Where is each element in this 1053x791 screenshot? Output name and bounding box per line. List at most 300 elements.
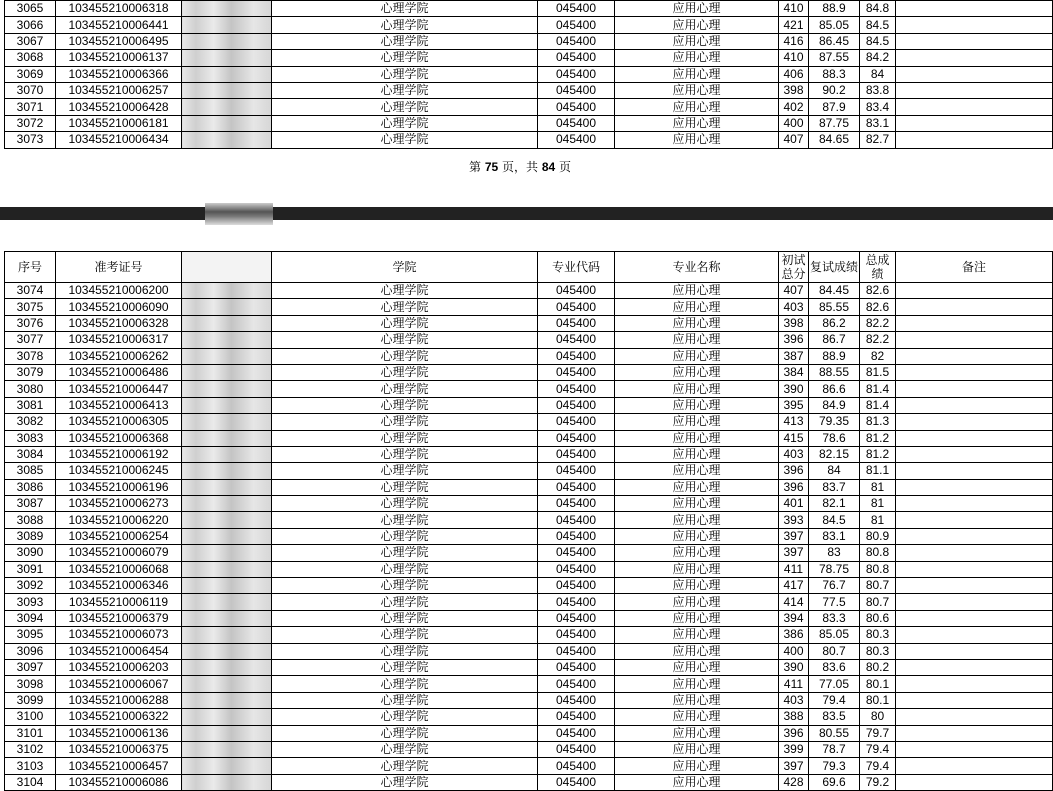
cell-college: 心理学院	[272, 561, 538, 577]
cell-name-redacted	[182, 348, 272, 364]
cell-seq: 3088	[5, 512, 56, 528]
table-row	[5, 82, 1053, 98]
cell-seq: 3075	[5, 299, 56, 315]
cell-retest-score: 83.6	[809, 659, 860, 675]
table-row	[5, 610, 1053, 626]
cell-name-redacted	[182, 512, 272, 528]
cell-college: 心理学院	[272, 348, 538, 364]
cell-major-name: 应用心理	[615, 17, 779, 33]
cell-major-name: 应用心理	[615, 381, 779, 397]
cell-major-name: 应用心理	[615, 99, 779, 115]
cell-exam-id: 103455210006067	[56, 676, 182, 692]
cell-prelim-score: 397	[779, 545, 809, 561]
cell-total-score: 81.2	[860, 430, 896, 446]
cell-major-name: 应用心理	[615, 758, 779, 774]
cell-name-redacted	[182, 430, 272, 446]
cell-college: 心理学院	[272, 627, 538, 643]
cell-retest-score: 84.65	[809, 132, 860, 148]
cell-name-redacted	[182, 283, 272, 299]
cell-remarks	[896, 17, 1053, 33]
cell-major-code: 045400	[538, 364, 615, 380]
cell-exam-id: 103455210006434	[56, 132, 182, 148]
cell-prelim-score: 399	[779, 741, 809, 757]
cell-exam-id: 103455210006346	[56, 578, 182, 594]
cell-seq: 3089	[5, 528, 56, 544]
cell-college: 心理学院	[272, 82, 538, 98]
table-row	[5, 594, 1053, 610]
cell-remarks	[896, 578, 1053, 594]
cell-exam-id: 103455210006413	[56, 397, 182, 413]
table-row	[5, 545, 1053, 561]
cell-retest-score: 84.5	[809, 512, 860, 528]
cell-major-name: 应用心理	[615, 496, 779, 512]
cell-college: 心理学院	[272, 594, 538, 610]
table-row	[5, 446, 1053, 462]
cell-major-name: 应用心理	[615, 659, 779, 675]
cell-major-code: 045400	[538, 725, 615, 741]
cell-prelim-score: 401	[779, 496, 809, 512]
cell-prelim-score: 415	[779, 430, 809, 446]
cell-name-redacted	[182, 381, 272, 397]
cell-total-score: 81.4	[860, 397, 896, 413]
header-retest-score: 复试成绩	[809, 252, 860, 283]
cell-prelim-score: 396	[779, 479, 809, 495]
cell-total-score: 79.2	[860, 774, 896, 790]
cell-major-name: 应用心理	[615, 643, 779, 659]
header-seq: 序号	[5, 252, 56, 283]
table-row	[5, 17, 1053, 33]
cell-prelim-score: 398	[779, 82, 809, 98]
cell-total-score: 83.4	[860, 99, 896, 115]
cell-prelim-score: 421	[779, 17, 809, 33]
table-row	[5, 299, 1053, 315]
cell-major-name: 应用心理	[615, 414, 779, 430]
cell-exam-id: 103455210006086	[56, 774, 182, 790]
cell-major-name: 应用心理	[615, 1, 779, 17]
cell-remarks	[896, 115, 1053, 131]
cell-major-name: 应用心理	[615, 725, 779, 741]
cell-retest-score: 78.7	[809, 741, 860, 757]
cell-major-code: 045400	[538, 610, 615, 626]
cell-total-score: 81.3	[860, 414, 896, 430]
cell-exam-id: 103455210006245	[56, 463, 182, 479]
cell-retest-score: 86.45	[809, 33, 860, 49]
table-row	[5, 709, 1053, 725]
cell-total-score: 84.2	[860, 50, 896, 66]
cell-seq: 3081	[5, 397, 56, 413]
cell-seq: 3067	[5, 33, 56, 49]
cell-college: 心理学院	[272, 610, 538, 626]
cell-prelim-score: 406	[779, 66, 809, 82]
table-row	[5, 692, 1053, 708]
cell-seq: 3098	[5, 676, 56, 692]
header-prelim-score: 初试总分	[779, 252, 809, 283]
cell-seq: 3074	[5, 283, 56, 299]
cell-seq: 3084	[5, 446, 56, 462]
cell-major-name: 应用心理	[615, 561, 779, 577]
cell-remarks	[896, 397, 1053, 413]
cell-total-score: 82.6	[860, 283, 896, 299]
cell-name-redacted	[182, 17, 272, 33]
cell-name-redacted	[182, 33, 272, 49]
cell-major-code: 045400	[538, 332, 615, 348]
cell-college: 心理学院	[272, 643, 538, 659]
cell-exam-id: 103455210006090	[56, 299, 182, 315]
cell-major-name: 应用心理	[615, 332, 779, 348]
cell-retest-score: 84.9	[809, 397, 860, 413]
cell-seq: 3091	[5, 561, 56, 577]
table-row	[5, 479, 1053, 495]
cell-total-score: 80.2	[860, 659, 896, 675]
cell-retest-score: 83	[809, 545, 860, 561]
table-row	[5, 332, 1053, 348]
cell-exam-id: 103455210006486	[56, 364, 182, 380]
cell-remarks	[896, 709, 1053, 725]
cell-major-name: 应用心理	[615, 66, 779, 82]
cell-seq: 3068	[5, 50, 56, 66]
table-row	[5, 33, 1053, 49]
cell-prelim-score: 397	[779, 758, 809, 774]
cell-seq: 3071	[5, 99, 56, 115]
cell-college: 心理学院	[272, 446, 538, 462]
cell-prelim-score: 384	[779, 364, 809, 380]
cell-total-score: 80.3	[860, 627, 896, 643]
cell-remarks	[896, 496, 1053, 512]
cell-seq: 3077	[5, 332, 56, 348]
cell-seq: 3093	[5, 594, 56, 610]
cell-major-code: 045400	[538, 299, 615, 315]
cell-name-redacted	[182, 82, 272, 98]
cell-prelim-score: 397	[779, 528, 809, 544]
cell-exam-id: 103455210006192	[56, 446, 182, 462]
cell-prelim-score: 402	[779, 99, 809, 115]
cell-total-score: 84.8	[860, 1, 896, 17]
cell-exam-id: 103455210006073	[56, 627, 182, 643]
cell-college: 心理学院	[272, 50, 538, 66]
cell-college: 心理学院	[272, 381, 538, 397]
cell-major-name: 应用心理	[615, 446, 779, 462]
cell-retest-score: 87.55	[809, 50, 860, 66]
cell-total-score: 80.8	[860, 545, 896, 561]
cell-major-code: 045400	[538, 692, 615, 708]
cell-name-redacted	[182, 115, 272, 131]
cell-exam-id: 103455210006317	[56, 332, 182, 348]
table-row	[5, 99, 1053, 115]
cell-exam-id: 103455210006203	[56, 659, 182, 675]
cell-college: 心理学院	[272, 332, 538, 348]
cell-seq: 3066	[5, 17, 56, 33]
cell-total-score: 81.2	[860, 446, 896, 462]
cell-college: 心理学院	[272, 283, 538, 299]
table-row	[5, 496, 1053, 512]
cell-retest-score: 78.75	[809, 561, 860, 577]
cell-remarks	[896, 33, 1053, 49]
cell-exam-id: 103455210006328	[56, 315, 182, 331]
cell-major-code: 045400	[538, 578, 615, 594]
cell-prelim-score: 416	[779, 33, 809, 49]
cell-seq: 3072	[5, 115, 56, 131]
cell-remarks	[896, 1, 1053, 17]
cell-major-name: 应用心理	[615, 115, 779, 131]
cell-remarks	[896, 528, 1053, 544]
cell-seq: 3080	[5, 381, 56, 397]
cell-exam-id: 103455210006305	[56, 414, 182, 430]
table-row	[5, 315, 1053, 331]
cell-college: 心理学院	[272, 758, 538, 774]
cell-seq: 3070	[5, 82, 56, 98]
cell-remarks	[896, 332, 1053, 348]
cell-total-score: 80.6	[860, 610, 896, 626]
cell-major-name: 应用心理	[615, 692, 779, 708]
cell-retest-score: 84.45	[809, 283, 860, 299]
cell-seq: 3086	[5, 479, 56, 495]
cell-name-redacted	[182, 725, 272, 741]
cell-college: 心理学院	[272, 99, 538, 115]
cell-major-code: 045400	[538, 561, 615, 577]
cell-seq: 3095	[5, 627, 56, 643]
cell-college: 心理学院	[272, 545, 538, 561]
table-row	[5, 578, 1053, 594]
cell-name-redacted	[182, 99, 272, 115]
cell-retest-score: 84	[809, 463, 860, 479]
cell-retest-score: 78.6	[809, 430, 860, 446]
cell-name-redacted	[182, 578, 272, 594]
cell-remarks	[896, 99, 1053, 115]
cell-major-name: 应用心理	[615, 364, 779, 380]
cell-exam-id: 103455210006454	[56, 643, 182, 659]
cell-total-score: 79.4	[860, 741, 896, 757]
cell-college: 心理学院	[272, 709, 538, 725]
cell-exam-id: 103455210006262	[56, 348, 182, 364]
cell-remarks	[896, 50, 1053, 66]
cell-prelim-score: 396	[779, 725, 809, 741]
table-row	[5, 364, 1053, 380]
cell-total-score: 79.7	[860, 725, 896, 741]
cell-total-score: 81.4	[860, 381, 896, 397]
cell-total-score: 80.1	[860, 692, 896, 708]
cell-retest-score: 79.3	[809, 758, 860, 774]
cell-college: 心理学院	[272, 676, 538, 692]
cell-prelim-score: 428	[779, 774, 809, 790]
cell-exam-id: 103455210006257	[56, 82, 182, 98]
cell-prelim-score: 417	[779, 578, 809, 594]
cell-exam-id: 103455210006447	[56, 381, 182, 397]
cell-total-score: 80.1	[860, 676, 896, 692]
cell-remarks	[896, 627, 1053, 643]
cell-major-code: 045400	[538, 627, 615, 643]
table-row	[5, 643, 1053, 659]
cell-major-code: 045400	[538, 463, 615, 479]
cell-major-name: 应用心理	[615, 430, 779, 446]
header-major-name: 专业名称	[615, 252, 779, 283]
cell-major-name: 应用心理	[615, 50, 779, 66]
cell-name-redacted	[182, 774, 272, 790]
cell-seq: 3076	[5, 315, 56, 331]
cell-total-score: 84	[860, 66, 896, 82]
cell-remarks	[896, 348, 1053, 364]
header-major-code: 专业代码	[538, 252, 615, 283]
cell-major-name: 应用心理	[615, 283, 779, 299]
cell-college: 心理学院	[272, 496, 538, 512]
cell-total-score: 81	[860, 512, 896, 528]
cell-name-redacted	[182, 627, 272, 643]
cell-exam-id: 103455210006181	[56, 115, 182, 131]
cell-college: 心理学院	[272, 741, 538, 757]
cell-major-name: 应用心理	[615, 528, 779, 544]
cell-major-name: 应用心理	[615, 132, 779, 148]
cell-college: 心理学院	[272, 1, 538, 17]
cell-name-redacted	[182, 364, 272, 380]
cell-major-name: 应用心理	[615, 709, 779, 725]
cell-prelim-score: 403	[779, 299, 809, 315]
cell-name-redacted	[182, 397, 272, 413]
cell-prelim-score: 403	[779, 446, 809, 462]
cell-seq: 3101	[5, 725, 56, 741]
cell-total-score: 80.7	[860, 578, 896, 594]
cell-exam-id: 103455210006368	[56, 430, 182, 446]
table-row	[5, 512, 1053, 528]
cell-prelim-score: 400	[779, 643, 809, 659]
table-row	[5, 50, 1053, 66]
cell-seq: 3100	[5, 709, 56, 725]
cell-retest-score: 77.05	[809, 676, 860, 692]
cell-retest-score: 86.6	[809, 381, 860, 397]
cell-total-score: 80	[860, 709, 896, 725]
cell-college: 心理学院	[272, 33, 538, 49]
cell-exam-id: 103455210006068	[56, 561, 182, 577]
cell-name-redacted	[182, 692, 272, 708]
cell-retest-score: 86.2	[809, 315, 860, 331]
cell-name-redacted	[182, 758, 272, 774]
cell-total-score: 82.2	[860, 315, 896, 331]
table-row	[5, 115, 1053, 131]
cell-retest-score: 85.55	[809, 299, 860, 315]
score-table-page-76	[4, 251, 1053, 791]
cell-retest-score: 77.5	[809, 594, 860, 610]
cell-major-name: 应用心理	[615, 545, 779, 561]
cell-retest-score: 90.2	[809, 82, 860, 98]
table-row	[5, 1, 1053, 17]
cell-major-code: 045400	[538, 315, 615, 331]
cell-college: 心理学院	[272, 528, 538, 544]
cell-retest-score: 83.1	[809, 528, 860, 544]
table-row	[5, 758, 1053, 774]
cell-total-score: 82	[860, 348, 896, 364]
cell-retest-score: 83.3	[809, 610, 860, 626]
cell-major-code: 045400	[538, 741, 615, 757]
cell-retest-score: 82.15	[809, 446, 860, 462]
cell-total-score: 84.5	[860, 17, 896, 33]
cell-major-code: 045400	[538, 758, 615, 774]
cell-total-score: 82.7	[860, 132, 896, 148]
cell-total-score: 80.7	[860, 594, 896, 610]
cell-remarks	[896, 463, 1053, 479]
cell-major-code: 045400	[538, 33, 615, 49]
cell-college: 心理学院	[272, 512, 538, 528]
cell-retest-score: 88.55	[809, 364, 860, 380]
cell-major-name: 应用心理	[615, 741, 779, 757]
table-row	[5, 283, 1053, 299]
cell-seq: 3102	[5, 741, 56, 757]
cell-retest-score: 79.35	[809, 414, 860, 430]
cell-total-score: 81	[860, 479, 896, 495]
cell-total-score: 82.2	[860, 332, 896, 348]
cell-exam-id: 103455210006318	[56, 1, 182, 17]
cell-remarks	[896, 381, 1053, 397]
cell-major-code: 045400	[538, 414, 615, 430]
table-row	[5, 463, 1053, 479]
cell-college: 心理学院	[272, 725, 538, 741]
cell-remarks	[896, 66, 1053, 82]
table-row	[5, 627, 1053, 643]
table-row	[5, 348, 1053, 364]
cell-retest-score: 85.05	[809, 17, 860, 33]
cell-prelim-score: 390	[779, 381, 809, 397]
cell-prelim-score: 393	[779, 512, 809, 528]
cell-name-redacted	[182, 66, 272, 82]
cell-major-code: 045400	[538, 82, 615, 98]
cell-total-score: 79.4	[860, 758, 896, 774]
cell-major-code: 045400	[538, 397, 615, 413]
header-exam-id: 准考证号	[56, 252, 182, 283]
cell-remarks	[896, 659, 1053, 675]
cell-college: 心理学院	[272, 397, 538, 413]
cell-seq: 3083	[5, 430, 56, 446]
cell-remarks	[896, 594, 1053, 610]
cell-major-code: 045400	[538, 348, 615, 364]
cell-prelim-score: 395	[779, 397, 809, 413]
cell-college: 心理学院	[272, 659, 538, 675]
cell-total-score: 81.1	[860, 463, 896, 479]
cell-remarks	[896, 610, 1053, 626]
cell-seq: 3065	[5, 1, 56, 17]
cell-major-code: 045400	[538, 512, 615, 528]
cell-major-name: 应用心理	[615, 676, 779, 692]
cell-major-name: 应用心理	[615, 463, 779, 479]
cell-prelim-score: 390	[779, 659, 809, 675]
header-college: 学院	[272, 252, 538, 283]
table-row	[5, 659, 1053, 675]
cell-prelim-score: 387	[779, 348, 809, 364]
cell-seq: 3094	[5, 610, 56, 626]
cell-name-redacted	[182, 659, 272, 675]
table-row	[5, 430, 1053, 446]
page-separator	[0, 207, 1053, 220]
cell-major-code: 045400	[538, 643, 615, 659]
cell-prelim-score: 407	[779, 283, 809, 299]
cell-remarks	[896, 692, 1053, 708]
cell-remarks	[896, 741, 1053, 757]
table-row	[5, 774, 1053, 790]
cell-major-code: 045400	[538, 594, 615, 610]
table-row	[5, 741, 1053, 757]
cell-retest-score: 83.7	[809, 479, 860, 495]
cell-prelim-score: 413	[779, 414, 809, 430]
cell-retest-score: 87.75	[809, 115, 860, 131]
table-row	[5, 397, 1053, 413]
cell-prelim-score: 396	[779, 332, 809, 348]
cell-college: 心理学院	[272, 315, 538, 331]
cell-major-name: 应用心理	[615, 479, 779, 495]
cell-major-code: 045400	[538, 17, 615, 33]
cell-name-redacted	[182, 446, 272, 462]
cell-prelim-score: 411	[779, 676, 809, 692]
cell-major-name: 应用心理	[615, 627, 779, 643]
page-number-footer: 第 75 页，共 84 页	[468, 160, 571, 174]
cell-retest-score: 76.7	[809, 578, 860, 594]
cell-seq: 3082	[5, 414, 56, 430]
table-row	[5, 561, 1053, 577]
